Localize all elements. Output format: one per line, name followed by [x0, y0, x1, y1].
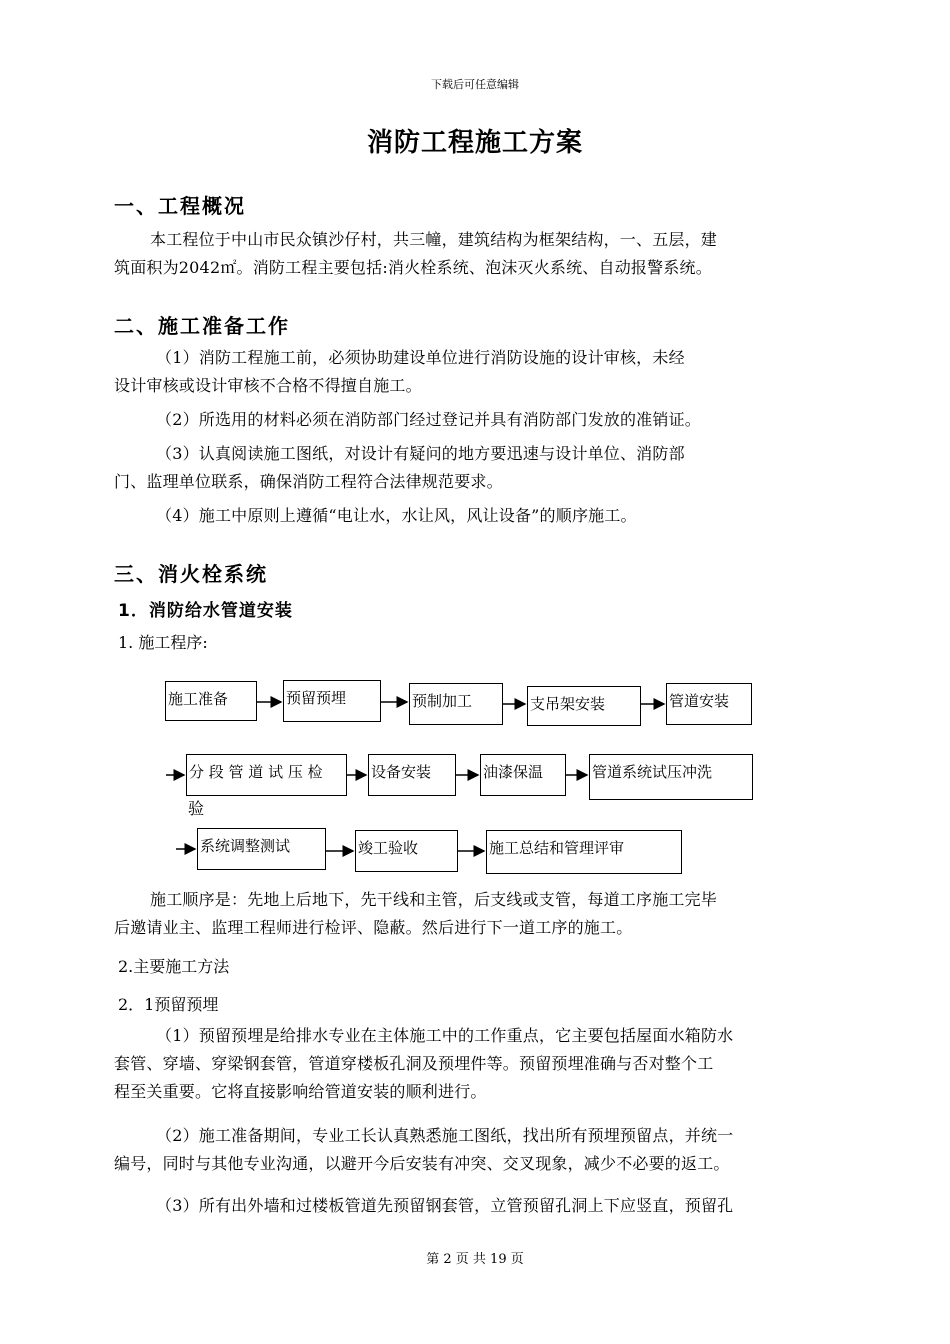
section2-item3-line2: 门、监理单位联系，确保消防工程符合法律规范要求。	[114, 472, 503, 491]
method2-line1: （2）施工准备期间，专业工长认真熟悉施工图纸，找出所有预埋预留点，并统一	[156, 1126, 734, 1145]
method2-line2: 编号，同时与其他专业沟通，以避开今后安装有冲突、交叉现象，减少不必要的返工。	[114, 1154, 730, 1173]
method3-line1: （3）所有出外墙和过楼板管道先预留钢套管，立管预留孔洞上下应竖直，预留孔	[156, 1196, 734, 1215]
flow-step-summary: 施工总结和管理评审	[486, 830, 682, 874]
flow-step-segment-test: 分 段 管 道 试 压 检	[186, 754, 347, 796]
flow-step-segment-test-wrap: 验	[188, 799, 205, 818]
document-title: 消防工程施工方案	[366, 128, 583, 158]
section2-item1-line1: （1）消防工程施工前，必须协助建设单位进行消防设施的设计审核，未经	[156, 348, 685, 367]
page-number-footer: 第 2 页 共 19 页	[426, 1252, 524, 1267]
flow-step-equipment: 设备安装	[368, 754, 456, 796]
order-line2: 后邀请业主、监理工程师进行检评、隐蔽。然后进行下一道工序的施工。	[114, 918, 633, 937]
order-line1: 施工顺序是：先地上后地下，先干线和主管，后支线或支管，每道工序施工完毕	[150, 890, 718, 909]
method1-line1: （1）预留预埋是给排水专业在主体施工中的工作重点，它主要包括屋面水箱防水	[156, 1026, 734, 1045]
section2-item4: （4）施工中原则上遵循“电让水，水让风，风让设备”的顺序施工。	[156, 506, 637, 525]
section2-heading: 二、施工准备工作	[114, 314, 290, 338]
section2-item3-line1: （3）认真阅读施工图纸，对设计有疑问的地方要迅速与设计单位、消防部	[156, 444, 685, 463]
flow-step-support: 支吊架安装	[527, 686, 641, 726]
flow-step-pipe-install: 管道安装	[666, 683, 752, 725]
method1-line2: 套管、穿墙、穿梁钢套管，管道穿楼板孔洞及预埋件等。预留预埋准确与否对整个工	[114, 1054, 714, 1073]
process-label: 1. 施工程序:	[118, 633, 208, 652]
section3-sub1: 1．消防给水管道安装	[118, 601, 293, 621]
section1-para-line2: 筑面积为2042㎡。消防工程主要包括:消火栓系统、泡沫灭火系统、自动报警系统。	[114, 258, 712, 277]
method-label: 2.主要施工方法	[118, 957, 230, 976]
flow-step-acceptance: 竣工验收	[355, 830, 458, 872]
flow-step-system-flush: 管道系统试压冲洗	[589, 754, 753, 800]
method1-line3: 程至关重要。它将直接影响给管道安装的顺利进行。	[114, 1082, 487, 1101]
section1-para-line1: 本工程位于中山市民众镇沙仔村，共三幢，建筑结构为框架结构，一、五层，建	[150, 230, 718, 249]
sub21-label: 2．1预留预埋	[118, 995, 219, 1014]
page-header-note: 下载后可任意编辑	[431, 78, 519, 91]
flow-step-embed: 预留预埋	[283, 680, 381, 722]
flow-step-prefab: 预制加工	[409, 683, 503, 725]
section3-heading: 三、消火栓系统	[114, 562, 268, 586]
section2-item1-line2: 设计审核或设计审核不合格不得擅自施工。	[114, 376, 422, 395]
section1-heading: 一、工程概况	[114, 194, 246, 218]
flow-step-adjust: 系统调整测试	[197, 828, 326, 870]
section2-item2: （2）所选用的材料必须在消防部门经过登记并具有消防部门发放的准销证。	[156, 410, 701, 429]
flow-step-paint: 油漆保温	[480, 754, 566, 796]
flow-step-prep: 施工准备	[165, 681, 257, 721]
